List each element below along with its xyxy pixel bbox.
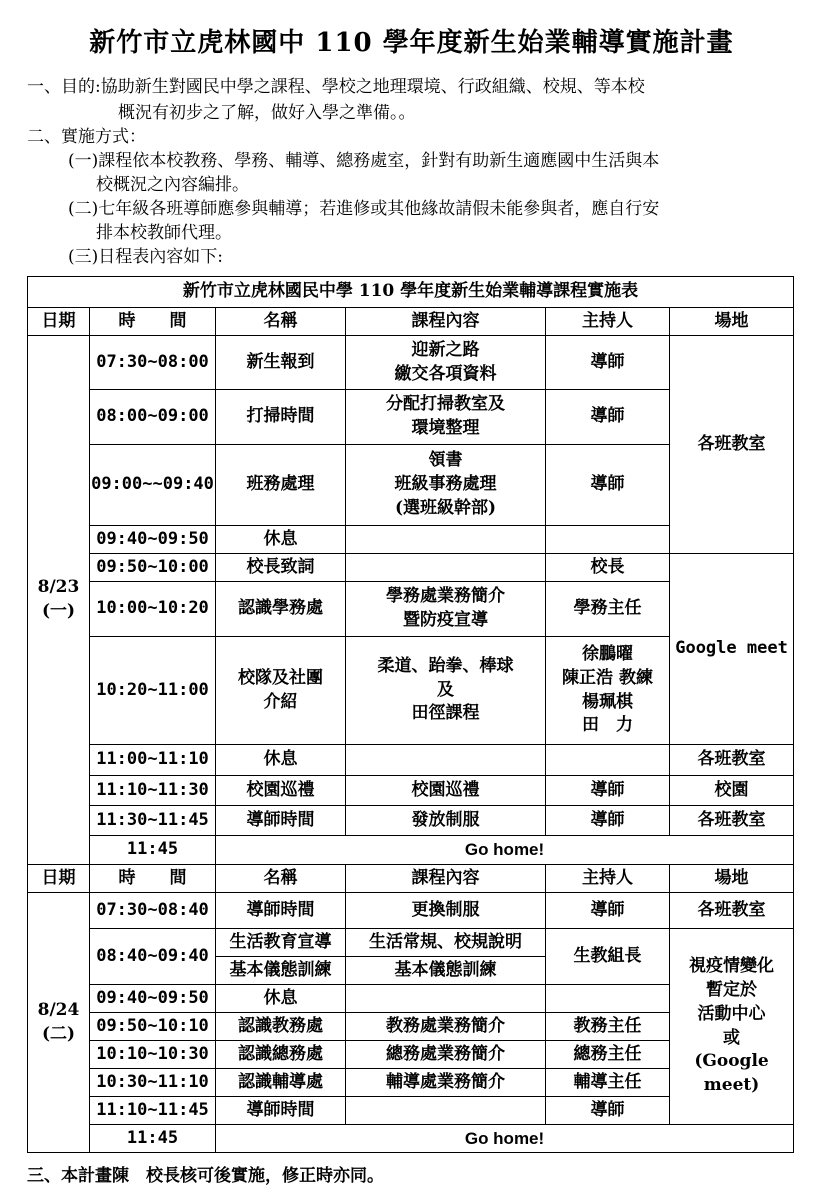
content-cell: 輔導處業務簡介 (346, 1069, 546, 1097)
name-cell: 新生報到 (216, 336, 346, 390)
table-row (28, 554, 794, 582)
name-cell: 生活教育宣導 (216, 929, 346, 957)
intro-method-2-cont: 排本校教師代理。 (96, 223, 232, 243)
time-cell: 11:10~11:45 (90, 1097, 216, 1125)
content-cell: 總務處業務簡介 (346, 1041, 546, 1069)
time-cell: 07:30~08:40 (90, 893, 216, 929)
time-cell: 11:45 (90, 1125, 216, 1153)
place-line: 活動中心 (697, 1003, 766, 1024)
content-cell: 生活常規、校規說明 (346, 929, 546, 957)
name-cell: 導師時間 (216, 1097, 346, 1125)
name-cell: 基本儀態訓練 (216, 957, 346, 985)
host-cell: 校長 (546, 554, 670, 582)
host-cell: 導師 (546, 893, 670, 929)
host-cell: 導師 (546, 336, 670, 390)
host-cell (546, 637, 670, 745)
table-row (28, 1125, 794, 1153)
header-content: 課程內容 (346, 865, 546, 893)
header-host: 主持人 (546, 865, 670, 893)
content-line: 暨防疫宣導 (403, 610, 488, 630)
header-place: 場地 (670, 308, 794, 336)
place-line: 或 (723, 1027, 741, 1048)
content-line: 柔道、跆拳、棒球 (377, 655, 514, 676)
place-cell: 各班教室 (670, 893, 794, 929)
name-cell: 打掃時間 (216, 390, 346, 445)
date-label: 8/23 (37, 577, 80, 598)
header-content: 課程內容 (346, 308, 546, 336)
host-cell (546, 985, 670, 1013)
intro-method-heading: 二、實施方式： (27, 127, 146, 147)
content-cell (346, 637, 546, 745)
content-cell (346, 445, 546, 526)
place-cell: 校園 (670, 776, 794, 806)
content-line: 領書 (428, 450, 463, 471)
name-cell: 休息 (216, 985, 346, 1013)
time-cell: 08:40~09:40 (90, 929, 216, 985)
name-cell: 導師時間 (216, 806, 346, 836)
host-line: 陳正浩 教練 (562, 667, 653, 688)
name-line: 介紹 (263, 691, 298, 712)
content-cell: 基本儀態訓練 (346, 957, 546, 985)
date-label: 8/24 (37, 999, 80, 1020)
time-cell: 11:45 (90, 836, 216, 865)
time-cell: 10:20~11:00 (90, 637, 216, 745)
content-line: 迎新之路 (411, 339, 480, 360)
table-caption: 新竹市立虎林國民中學 110 學年度新生始業輔導課程實施表 (28, 277, 794, 308)
content-line: 學務處業務簡介 (386, 586, 505, 607)
intro-method-2: (二)七年級各班導師應參與輔導；若進修或其他緣故請假未能參與者，應自行安 (68, 199, 660, 219)
host-cell: 導師 (546, 445, 670, 526)
name-cell (216, 637, 346, 745)
host-cell (546, 526, 670, 554)
content-cell (346, 390, 546, 445)
content-line: 環境整理 (411, 418, 480, 438)
page-title: 新竹市立虎林國中 110 學年度新生始業輔導實施計畫 (89, 28, 734, 58)
host-cell: 學務主任 (546, 582, 670, 637)
host-cell: 輔導主任 (546, 1069, 670, 1097)
content-line: 分配打掃教室及 (386, 394, 505, 415)
table-row (28, 336, 794, 390)
place-line: (Google meet) (694, 1051, 769, 1096)
host-cell (546, 745, 670, 776)
date-cell-day2 (28, 893, 90, 1153)
place-line: 暫定於 (706, 979, 758, 1000)
place-cell: 各班教室 (670, 336, 794, 554)
name-cell: 認識輔導處 (216, 1069, 346, 1097)
content-cell (346, 582, 546, 637)
name-cell: 認識學務處 (216, 582, 346, 637)
time-cell: 09:40~09:50 (90, 985, 216, 1013)
header-place: 場地 (670, 865, 794, 893)
intro-purpose-cont: 概況有初步之了解，做好入學之準備。。 (118, 103, 416, 123)
intro-method-1-cont: 校概況之內容編排。 (96, 175, 249, 195)
content-cell (346, 985, 546, 1013)
content-cell (346, 554, 546, 582)
table-row (28, 745, 794, 776)
content-cell (346, 1097, 546, 1125)
host-cell: 生教組長 (546, 929, 670, 985)
time-cell: 09:50~10:10 (90, 1013, 216, 1041)
table-row (28, 836, 794, 865)
place-cell: 各班教室 (670, 806, 794, 836)
time-cell: 09:00~~09:40 (90, 445, 216, 526)
time-cell: 10:10~10:30 (90, 1041, 216, 1069)
schedule-table (27, 276, 794, 1153)
name-cell: 校長致詞 (216, 554, 346, 582)
name-line: 校隊及社團 (238, 667, 323, 688)
content-cell: 校園巡禮 (346, 776, 546, 806)
name-cell: 休息 (216, 745, 346, 776)
content-cell: 發放制服 (346, 806, 546, 836)
host-cell: 導師 (546, 390, 670, 445)
content-cell (346, 745, 546, 776)
content-line: 繳交各項資料 (394, 363, 497, 384)
content-line: 班級事務處理 (394, 474, 497, 495)
header-host: 主持人 (546, 308, 670, 336)
host-cell: 導師 (546, 1097, 670, 1125)
place-cell: 各班教室 (670, 745, 794, 776)
host-line: 楊珮棋 (582, 691, 633, 712)
table-row (28, 776, 794, 806)
name-cell: 休息 (216, 526, 346, 554)
table-row (28, 929, 794, 957)
table-row (28, 806, 794, 836)
header-name: 名稱 (216, 865, 346, 893)
place-cell (670, 929, 794, 1125)
host-cell: 導師 (546, 776, 670, 806)
time-cell: 10:00~10:20 (90, 582, 216, 637)
go-home-note: Go home! (216, 836, 794, 865)
header-time: 時 間 (90, 308, 216, 336)
footer-note: 三、本計畫陳 校長核可後實施，修正時亦同。 (27, 1166, 384, 1186)
content-line: (選班級幹部) (394, 497, 497, 518)
name-cell: 校園巡禮 (216, 776, 346, 806)
host-cell: 教務主任 (546, 1013, 670, 1041)
time-cell: 07:30~08:00 (90, 336, 216, 390)
time-cell: 11:10~11:30 (90, 776, 216, 806)
time-cell: 09:40~09:50 (90, 526, 216, 554)
content-cell: 教務處業務簡介 (346, 1013, 546, 1041)
time-cell: 10:30~11:10 (90, 1069, 216, 1097)
name-cell: 導師時間 (216, 893, 346, 929)
content-cell (346, 526, 546, 554)
name-cell: 班務處理 (216, 445, 346, 526)
header-date: 日期 (28, 865, 90, 893)
intro-method-3: (三)日程表內容如下: (68, 247, 223, 267)
content-cell (346, 336, 546, 390)
time-cell: 08:00~09:00 (90, 390, 216, 445)
time-cell: 11:00~11:10 (90, 745, 216, 776)
header-time: 時 間 (90, 865, 216, 893)
name-cell: 認識教務處 (216, 1013, 346, 1041)
place-line: 視疫情變化 (689, 956, 775, 977)
time-cell: 09:50~10:00 (90, 554, 216, 582)
content-line: 田徑課程 (411, 703, 480, 724)
name-cell: 認識總務處 (216, 1041, 346, 1069)
weekday-label: (二) (41, 1023, 76, 1044)
header-date: 日期 (28, 308, 90, 336)
host-cell: 導師 (546, 806, 670, 836)
table-row (28, 893, 794, 929)
header-name: 名稱 (216, 308, 346, 336)
place-cell: Google meet (670, 554, 794, 745)
time-cell: 11:30~11:45 (90, 806, 216, 836)
intro-purpose: 一、目的:協助新生對國民中學之課程、學校之地理環境、行政組織、校規、等本校 (27, 77, 645, 97)
weekday-label: (一) (41, 601, 76, 621)
intro-method-1: (一)課程依本校教務、學務、輔導、總務處室，針對有助新生適應國中生活與本 (68, 151, 660, 171)
content-cell: 更換制服 (346, 893, 546, 929)
go-home-note: Go home! (216, 1125, 794, 1153)
content-line: 及 (437, 679, 454, 700)
host-line: 徐鵬曜 (582, 643, 633, 664)
host-line: 田 力 (582, 715, 633, 736)
date-cell-day1 (28, 336, 90, 865)
host-cell: 總務主任 (546, 1041, 670, 1069)
